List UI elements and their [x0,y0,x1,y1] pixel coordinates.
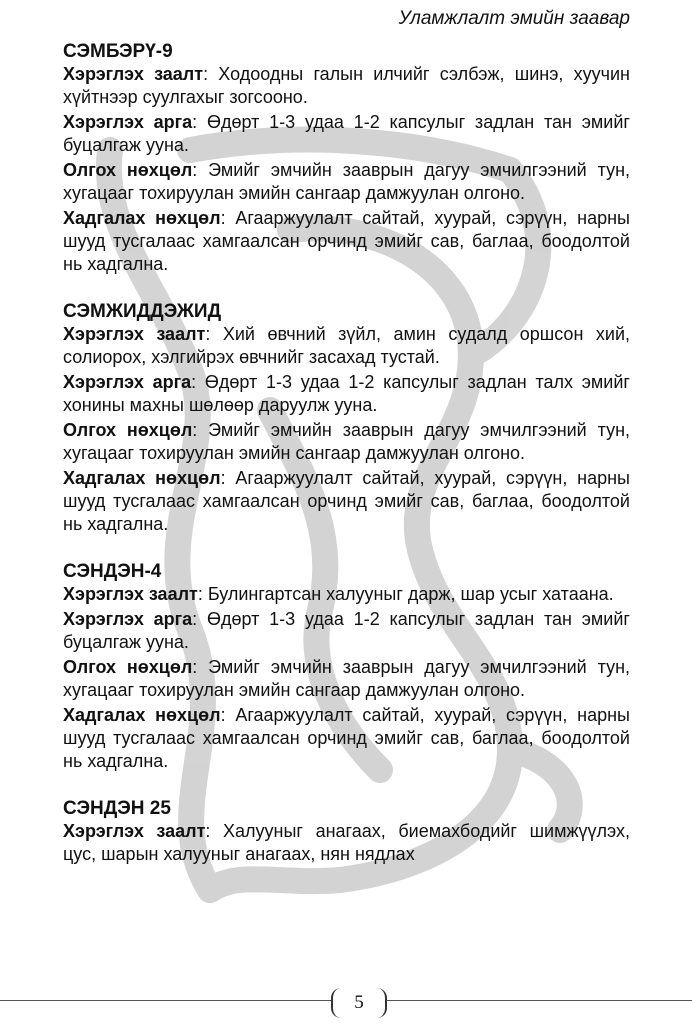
storage-field: Хадгалах нөхцөл: Агааржуулалт сайтай, хуурай, сэрүүн, нарны шууд тусгалаас хамгаалсан орчинд эмийг сав, баглаа, боодолтой нь хадгална. [63,208,630,274]
indication-field: Хэрэглэх заалт: Хий өвчний зүйл, амин судалд оршсон хий, солиорох, хэлгийрэх өвчнийг засахад тустай. [63,324,630,367]
field-label: Хэрэглэх арга [63,112,193,132]
indication-field: Хэрэглэх заалт: Булингартсан халууныг дарж, шар усыг хатаана. [63,584,614,604]
drug-entry [63,560,630,773]
dosage-field: Хэрэглэх арга: Өдөрт 1-3 удаа 1-2 капсулыг задлан тан эмийг буцалгаж ууна. [63,112,630,155]
field-label: Хадгалах нөхцөл [63,705,221,725]
field-text: Эмийг эмчийн зааврын дагуу эмчилгээний тун, хугацааг тохируулан эмийн сангаар дамжуулан олгоно. [63,420,631,463]
field-text: Агааржуулалт сайтай, хуурай, сэрүүн, нарны шууд тусгалаас хамгаалсан орчинд эмийг сав, баглаа, боодолтой нь хадгална. [63,705,630,771]
field-text: Агааржуулалт сайтай, хуурай, сэрүүн, нарны шууд тусгалаас хамгаалсан орчинд эмийг сав, баглаа, боодолтой нь хадгална. [63,468,630,534]
field-text: Ходоодны галын илчийг сэлбэж, шинэ, хуучин хүйтнээр суулгахыг зогсооно. [63,64,630,107]
field-label: Хэрэглэх заалт [63,584,198,604]
field-text: Эмийг эмчийн зааврын дагуу эмчилгээний тун, хугацааг тохируулан эмийн сангаар дамжуулан олгоно. [63,160,631,203]
field-label: Хадгалах нөхцөл [63,208,221,228]
field-text: Халууныг анагаах, биемахбодийг шимжүүлэх, цус, шарын халууныг анагаах, нян нядлах [63,821,630,864]
field-label: Хэрэглэх заалт [63,821,206,841]
indication-field: Хэрэглэх заалт: Халууныг анагаах, биемахбодийг шимжүүлэх, цус, шарын халууныг анагаах, нян нядлах [63,821,630,864]
field-text: Өдөрт 1-3 удаа 1-2 капсулыг задлан тан эмийг буцалгаж ууна. [63,609,630,652]
field-label: Олгох нөхцөл [63,160,193,180]
page-number: 5 [331,988,387,1018]
storage-field: Хадгалах нөхцөл: Агааржуулалт сайтай, хуурай, сэрүүн, нарны шууд тусгалаас хамгаалсан орчинд эмийг сав, баглаа, боодолтой нь хадгална. [63,705,630,771]
field-text: Эмийг эмчийн зааврын дагуу эмчилгээний тун, хугацааг тохируулан эмийн сангаар дамжуулан олгоно. [63,657,631,700]
dosage-field: Хэрэглэх арга: Өдөрт 1-3 удаа 1-2 капсулыг задлан тан эмийг буцалгаж ууна. [63,609,630,652]
field-label: Хадгалах нөхцөл [63,468,221,488]
drug-title: СЭНДЭН-4 [63,561,162,582]
field-text: Өдөрт 1-3 удаа 1-2 капсулыг задлан тан эмийг буцалгаж ууна. [63,112,630,155]
dispensing-field: Олгох нөхцөл: Эмийг эмчийн зааврын дагуу эмчилгээний тун, хугацааг тохируулан эмийн сангаар дамжуулан олгоно. [63,420,631,463]
field-label: Олгох нөхцөл [63,657,193,677]
field-text: Хий өвчний зүйл, амин судалд оршсон хий, солиорох, хэлгийрэх өвчнийг засахад тустай. [63,324,630,367]
field-text: Булингартсан халууныг дарж, шар усыг хатаана. [207,584,614,604]
field-label: Олгох нөхцөл [63,420,193,440]
indication-field: Хэрэглэх заалт: Ходоодны галын илчийг сэлбэж, шинэ, хуучин хүйтнээр суулгахыг зогсооно. [63,64,630,107]
drug-title: СЭНДЭН 25 [63,798,171,819]
field-label: Хэрэглэх арга [63,609,193,629]
field-label: Хэрэглэх арга [63,372,192,392]
dispensing-field: Олгох нөхцөл: Эмийг эмчийн зааврын дагуу эмчилгээний тун, хугацааг тохируулан эмийн сангаар дамжуулан олгоно. [63,657,631,700]
field-label: Хэрэглэх заалт [63,64,204,84]
drug-entry [63,300,630,536]
dosage-field: Хэрэглэх арга: Өдөрт 1-3 удаа 1-2 капсулыг задлан талх эмийг хонины махны шөлөөр даруулж ууна. [63,372,630,415]
page-content [63,40,630,890]
dispensing-field: Олгох нөхцөл: Эмийг эмчийн зааврын дагуу эмчилгээний тун, хугацааг тохируулан эмийн сангаар дамжуулан олгоно. [63,160,631,203]
drug-entry [63,797,630,866]
field-text: Агааржуулалт сайтай, хуурай, сэрүүн, нарны шууд тусгалаас хамгаалсан орчинд эмийг сав, баглаа, боодолтой нь хадгална. [63,208,630,274]
drug-title: СЭМЖИДДЭЖИД [63,301,222,322]
field-label: Хэрэглэх заалт [63,324,206,344]
drug-title: СЭМБЭРҮ-9 [63,41,173,62]
storage-field: Хадгалах нөхцөл: Агааржуулалт сайтай, хуурай, сэрүүн, нарны шууд тусгалаас хамгаалсан орчинд эмийг сав, баглаа, боодолтой нь хадгална. [63,468,630,534]
drug-entry [63,40,630,276]
running-header: Уламжлалт эмийн заавар [398,8,630,29]
field-text: Өдөрт 1-3 удаа 1-2 капсулыг задлан талх эмийг хонины махны шөлөөр даруулж ууна. [63,372,630,415]
